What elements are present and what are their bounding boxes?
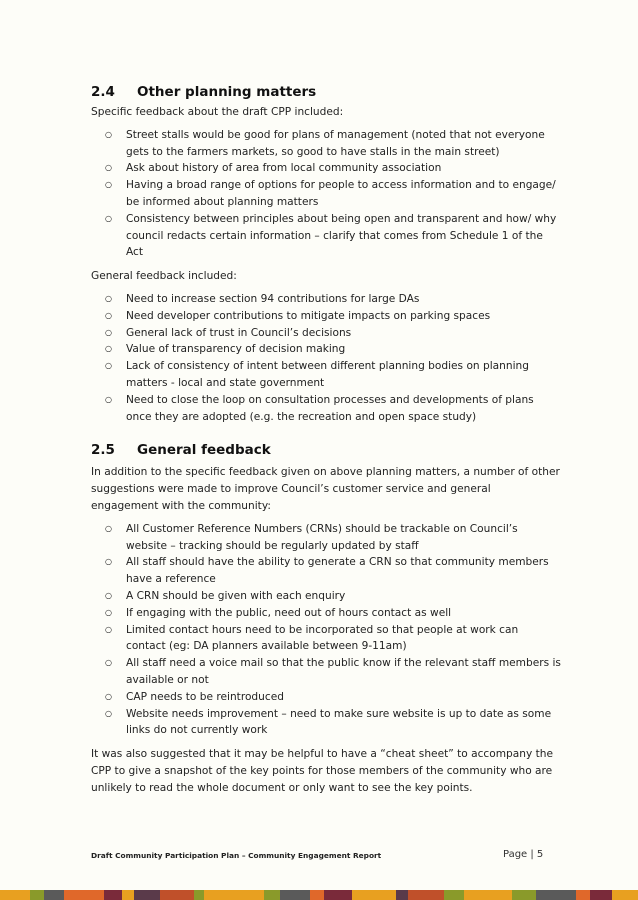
- stripe-segment: [64, 890, 104, 900]
- bullet-circle-icon: ○: [105, 310, 112, 320]
- list-item: [91, 358, 561, 392]
- general-feedback-list: [91, 291, 561, 425]
- bullet-circle-icon: ○: [105, 557, 112, 567]
- list-item: [91, 605, 561, 622]
- stripe-segment: [536, 890, 576, 900]
- list-item-text: Website needs improvement – need to make sure website is up to date as some links do not currently work: [126, 707, 552, 737]
- bullet-circle-icon: ○: [105, 624, 112, 634]
- stripe-segment: [280, 890, 310, 900]
- list-item: [91, 554, 561, 588]
- section-title: General feedback: [137, 442, 271, 459]
- stripe-segment: [44, 890, 64, 900]
- list-item-text: Need to increase section 94 contributions for large DAs: [126, 292, 420, 305]
- bullet-circle-icon: ○: [105, 213, 112, 223]
- section-2-5: [91, 440, 561, 796]
- bullet-circle-icon: ○: [105, 327, 112, 337]
- list-item: [91, 291, 561, 308]
- section-heading: [91, 82, 561, 102]
- list-item-text: Need developer contributions to mitigate impacts on parking spaces: [126, 309, 491, 322]
- list-item-text: Value of transparency of decision making: [126, 343, 346, 356]
- list-item-text: All staff need a voice mail so that the public know if the relevant staff members is available or not: [126, 657, 561, 686]
- list-item-text: Street stalls would be good for plans of management (noted that not everyone gets to the farmers markets, so good to have stalls in the main street): [126, 128, 545, 158]
- specific-feedback-list: [91, 127, 561, 261]
- page-body: [91, 82, 561, 796]
- list-item: [91, 622, 561, 656]
- stripe-segment: [194, 890, 204, 900]
- list-item: [91, 588, 561, 605]
- bullet-circle-icon: ○: [105, 658, 112, 668]
- bullet-circle-icon: ○: [105, 607, 112, 617]
- list-item: [91, 325, 561, 342]
- bullet-circle-icon: ○: [105, 129, 112, 139]
- decorative-footer-stripe: [0, 890, 638, 900]
- list-item: [91, 341, 561, 358]
- list-item-text: Need to close the loop on consultation processes and developments of plans once they are adopted (e.g. the recreation and open space study): [126, 393, 534, 423]
- general-feedback-paragraph: In addition to the specific feedback given on above planning matters, a number of other suggestions were made to improve Council’s customer service and general engagement with the community:: [91, 466, 560, 512]
- closing-paragraph: It was also suggested that it may be helpful to have a “cheat sheet” to accompany the CPP to give a snapshot of the key points for those members of the community who are unlikely to read the whole document or only want to see the key points.: [91, 748, 553, 794]
- section-2-4: [91, 82, 561, 425]
- stripe-segment: [134, 890, 160, 900]
- stripe-segment: [324, 890, 352, 900]
- stripe-segment: [160, 890, 194, 900]
- stripe-segment: [122, 890, 134, 900]
- bullet-circle-icon: ○: [105, 691, 112, 701]
- stripe-segment: [464, 890, 482, 900]
- section-heading: [91, 440, 561, 460]
- list-item-text: Lack of consistency of intent between different planning bodies on planning matters - local and state government: [126, 360, 529, 389]
- stripe-segment: [0, 890, 30, 900]
- bullet-circle-icon: ○: [105, 344, 112, 354]
- bullet-circle-icon: ○: [105, 293, 112, 303]
- stripe-segment: [242, 890, 264, 900]
- footer-page-number: Page | 5: [503, 849, 544, 860]
- footer-document-title: Draft Community Participation Plan – Community Engagement Report: [91, 851, 382, 860]
- section-title: Other planning matters: [137, 84, 317, 100]
- section-number: 2.4: [91, 84, 115, 100]
- stripe-segment: [482, 890, 512, 900]
- bullet-circle-icon: ○: [105, 394, 112, 404]
- list-item: [91, 689, 561, 706]
- list-item: [91, 127, 561, 161]
- stripe-segment: [444, 890, 464, 900]
- list-item: [91, 521, 561, 555]
- bullet-circle-icon: ○: [105, 163, 112, 173]
- stripe-segment: [310, 890, 324, 900]
- list-item-text: If engaging with the public, need out of hours contact as well: [126, 606, 452, 619]
- stripe-segment: [612, 890, 638, 900]
- bullet-circle-icon: ○: [105, 708, 112, 718]
- list-item-text: Ask about history of area from local community association: [126, 162, 442, 175]
- list-item-text: General lack of trust in Council’s decisions: [126, 326, 352, 339]
- stripe-segment: [204, 890, 242, 900]
- stripe-segment: [408, 890, 444, 900]
- list-item-text: Consistency between principles about being open and transparent and how/ why council redacts certain information – clarify that comes from Schedule 1 of the Act: [126, 212, 557, 259]
- bullet-circle-icon: ○: [105, 361, 112, 371]
- bullet-circle-icon: ○: [105, 180, 112, 190]
- stripe-segment: [352, 890, 396, 900]
- list-item-text: Limited contact hours need to be incorporated so that people at work can contact (eg: DA planners available between 9-11am): [126, 623, 519, 653]
- list-item-text: CAP needs to be reintroduced: [126, 690, 284, 703]
- stripe-segment: [396, 890, 408, 900]
- list-item: [91, 655, 561, 689]
- bullet-circle-icon: ○: [105, 523, 112, 533]
- stripe-segment: [264, 890, 280, 900]
- list-item: [91, 392, 561, 426]
- list-item-text: Having a broad range of options for people to access information and to engage/ be informed about planning matters: [126, 179, 556, 208]
- list-item: [91, 706, 561, 740]
- suggestions-list: [91, 521, 561, 739]
- list-item: [91, 160, 561, 177]
- list-item-text: A CRN should be given with each enquiry: [126, 589, 346, 602]
- list-item-text: All Customer Reference Numbers (CRNs) should be trackable on Council’s website – tracking should be regularly updated by staff: [126, 522, 518, 552]
- stripe-segment: [104, 890, 122, 900]
- stripe-segment: [512, 890, 536, 900]
- list-item: [91, 308, 561, 325]
- list-item-text: All staff should have the ability to generate a CRN so that community members have a reference: [126, 556, 549, 586]
- general-feedback-intro: General feedback included:: [91, 270, 237, 283]
- stripe-segment: [590, 890, 612, 900]
- list-item: [91, 211, 561, 261]
- stripe-segment: [576, 890, 590, 900]
- bullet-circle-icon: ○: [105, 590, 112, 600]
- stripe-segment: [30, 890, 44, 900]
- section-number: 2.5: [91, 442, 115, 459]
- specific-feedback-intro: Specific feedback about the draft CPP included:: [91, 106, 344, 118]
- list-item: [91, 177, 561, 211]
